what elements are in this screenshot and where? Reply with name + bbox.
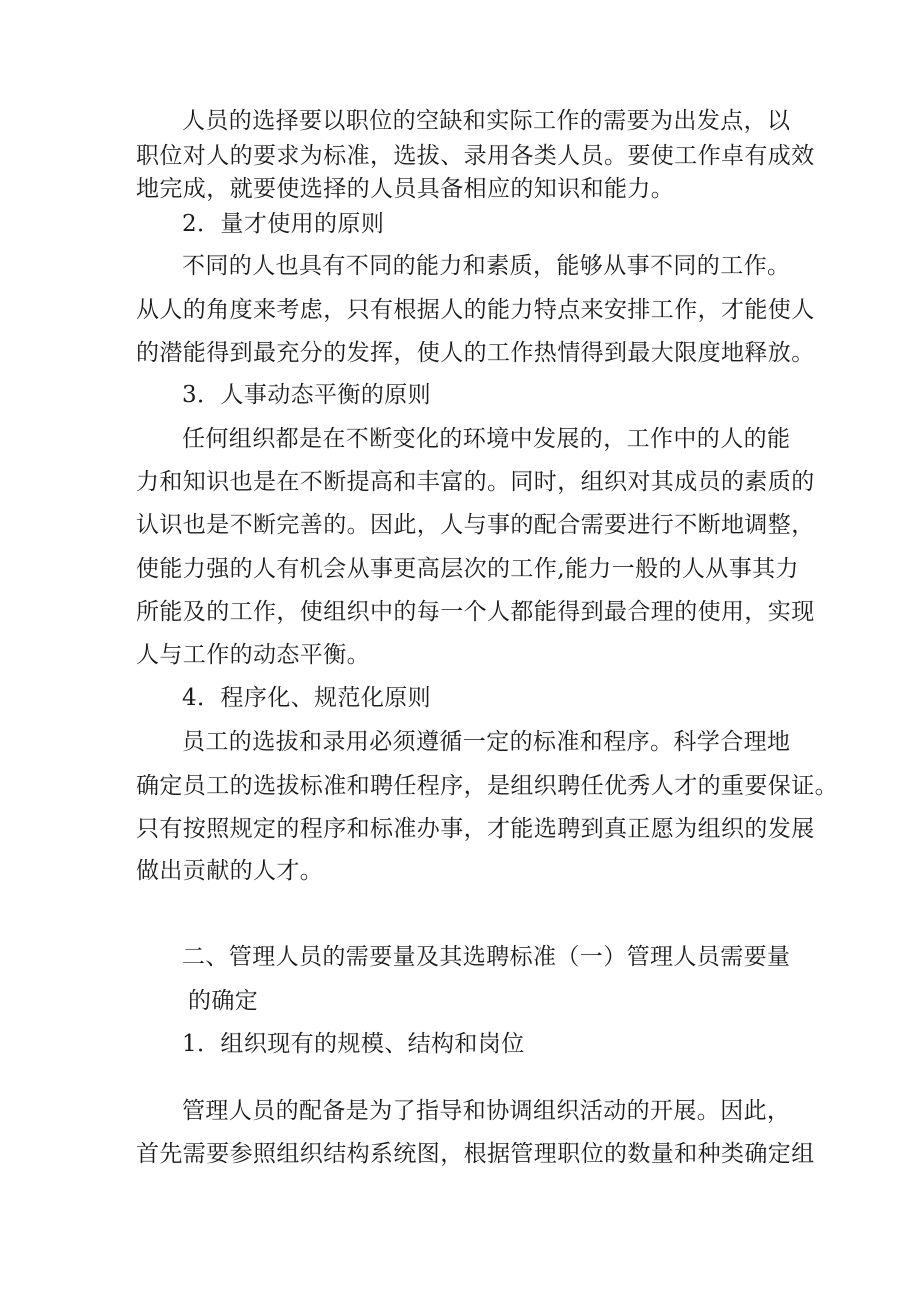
chapter-heading: 二、管理人员的需要量及其选聘标准（一）管理人员需要量 [182,944,791,970]
paragraph-line: 力和知识也是在不断提高和丰富的。同时，组织对其成员的素质的 [136,469,815,495]
paragraph-line: 从人的角度来考虑，只有根据人的能力特点来安排工作，才能使人 [136,297,815,323]
paragraph-line: 所能及的工作，使组织中的每一个人都能得到最合理的使用，实现 [136,599,815,625]
paragraph-line: 首先需要参照组织结构系统图，根据管理职位的数量和种类确定组 [136,1141,815,1167]
paragraph-line: 职位对人的要求为标准，选拔、录用各类人员。要使工作卓有成效 [136,143,815,169]
section-heading-2: 2．量才使用的原则 [182,211,385,237]
paragraph-line: 地完成，就要使选择的人员具备相应的知识和能力。 [136,176,675,202]
section-heading-4: 4．程序化、规范化原则 [182,685,432,711]
paragraph-line: 的潜能得到最充分的发挥，使人的工作热情得到最大限度地释放。 [136,340,815,366]
paragraph-line: 确定员工的选拔标准和聘任程序，是组织聘任优秀人才的重要保证。 [136,773,838,799]
chapter-heading-continued: 的确定 [188,988,259,1014]
paragraph-line: 不同的人也具有不同的能力和素质，能够从事不同的工作。 [182,253,791,279]
paragraph-line: 管理人员的配备是为了指导和协调组织活动的开展。因此， [182,1098,791,1124]
paragraph-line: 认识也是不断完善的。因此，人与事的配合需要进行不断地调整， [136,512,815,538]
section-heading-1: 1．组织现有的规模、结构和岗位 [182,1031,525,1057]
paragraph-line: 只有按照规定的程序和标准办事，才能选聘到真正愿为组织的发展 [136,816,815,842]
paragraph-line: 员工的选拔和录用必须遵循一定的标准和程序。科学合理地 [182,729,791,755]
paragraph-line: 做出贡献的人才。 [136,858,324,884]
paragraph-line: 人员的选择要以职位的空缺和实际工作的需要为出发点，以 [182,108,791,134]
paragraph-line: 使能力强的人有机会从事更高层次的工作,能力一般的人从事其力 [136,556,799,582]
section-heading-3: 3．人事动态平衡的原则 [182,382,432,408]
paragraph-line: 任何组织都是在不断变化的环境中发展的，工作中的人的能 [182,426,791,452]
paragraph-line: 人与工作的动态平衡。 [136,642,370,668]
